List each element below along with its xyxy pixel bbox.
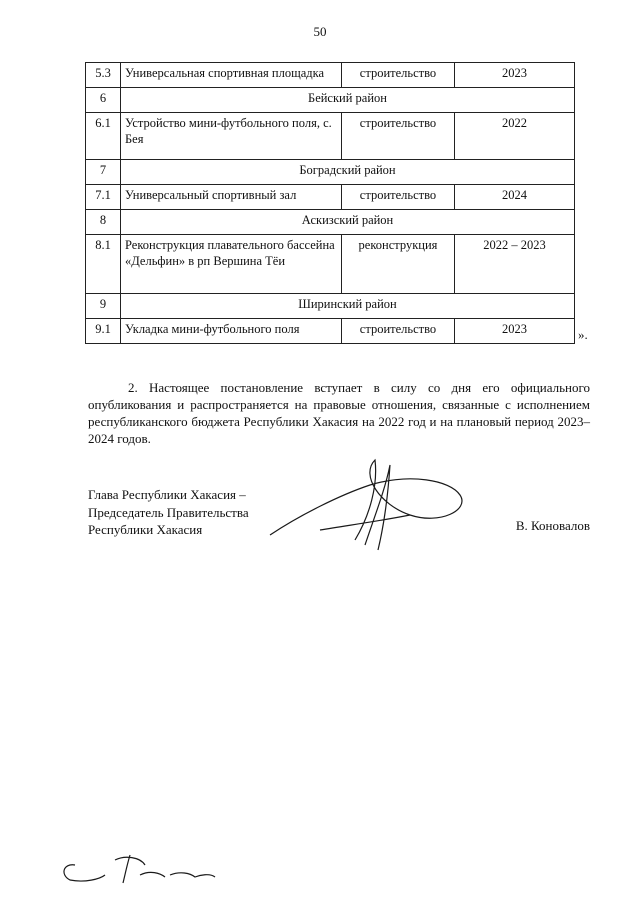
year-cell: 2022 <box>455 113 575 160</box>
table-row <box>86 235 575 294</box>
year-cell: 2023 <box>455 319 575 344</box>
handwritten-signature <box>260 455 490 565</box>
row-number: 5.3 <box>86 63 121 88</box>
object-name: Универсальный спортивный зал <box>121 185 342 210</box>
district-name: Ширинский район <box>121 294 575 319</box>
table-row <box>86 63 575 88</box>
table-row <box>86 319 575 344</box>
district-name: Аскизский район <box>121 210 575 235</box>
object-name: Реконструкция плавательного бассейна «Дельфин» в рп Вершина Тёи <box>121 235 342 294</box>
year-cell: 2023 <box>455 63 575 88</box>
district-name: Бейский район <box>121 88 575 113</box>
table-district-row <box>86 294 575 319</box>
row-number: 6.1 <box>86 113 121 160</box>
signer-name: В. Коновалов <box>515 518 590 533</box>
row-number: 9 <box>86 294 121 319</box>
row-number: 8.1 <box>86 235 121 294</box>
row-number: 9.1 <box>86 319 121 344</box>
object-name: Устройство мини-футбольного поля, с. Бея <box>121 113 342 160</box>
work-type: строительство <box>342 63 455 88</box>
row-number: 6 <box>86 88 121 113</box>
object-name: Укладка мини-футбольного поля <box>121 319 342 344</box>
row-number: 8 <box>86 210 121 235</box>
district-name: Боградский район <box>121 160 575 185</box>
work-type: строительство <box>342 319 455 344</box>
closing-quote: ». <box>578 327 588 342</box>
table-row <box>86 185 575 210</box>
signer-title-line-2: Председатель Правительства <box>88 504 249 520</box>
objects-table <box>85 62 575 344</box>
table-row <box>86 113 575 160</box>
work-type: реконструкция <box>342 235 455 294</box>
signer-title-line-1: Глава Республики Хакасия – <box>88 487 246 502</box>
handwritten-initials <box>55 845 225 890</box>
row-number: 7.1 <box>86 185 121 210</box>
signer-title-line-3: Республики Хакасия <box>88 522 203 538</box>
row-number: 7 <box>86 160 121 185</box>
year-cell: 2024 <box>455 185 575 210</box>
year-cell: 2022 – 2023 <box>455 235 575 294</box>
work-type: строительство <box>342 185 455 210</box>
object-name: Универсальная спортивная площадка <box>121 63 342 88</box>
work-type: строительство <box>342 113 455 160</box>
table-district-row <box>86 88 575 113</box>
resolution-paragraph: 2. Настоящее постановление вступает в силу со дня его официального опубликования и распространяется на правовые отношения, связанные с исполнением республиканского бюджета Республики Хакасия на 2022 год и на плановый период 2023–2024 годов. <box>88 380 590 446</box>
page-number: 50 <box>313 24 327 39</box>
table-district-row <box>86 210 575 235</box>
signature-block <box>88 486 249 539</box>
table-district-row <box>86 160 575 185</box>
